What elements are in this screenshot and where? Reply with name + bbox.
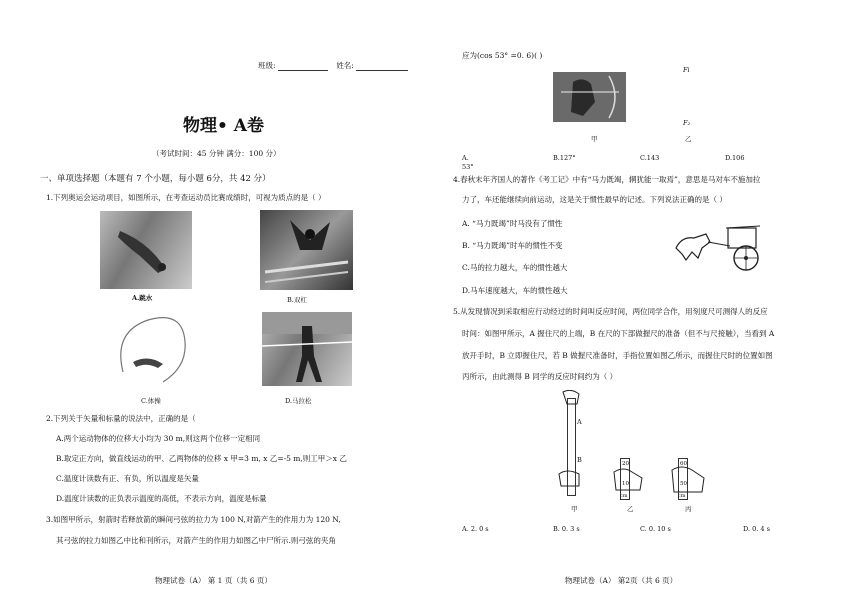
scale-60: 60 xyxy=(680,461,687,467)
ribbon-gymnast-icon xyxy=(103,312,190,388)
name-blank[interactable] xyxy=(356,62,408,71)
class-field xyxy=(258,60,408,71)
ruler-figure-jia xyxy=(553,390,593,500)
diving-photo xyxy=(100,211,192,289)
runner-finish-icon xyxy=(262,312,352,386)
question-5-line2: 时间：如图甲所示，A 握住尺的上端，B 在尺的下部做握尺的准备（但不与尺接触），当看到 A xyxy=(462,329,775,338)
q3-option-d[interactable]: D.106 xyxy=(725,154,745,162)
q5-option-b[interactable]: B. 0. 3 s xyxy=(553,525,580,533)
exam-info: （考试时间：45 分钟 满分：100 分） xyxy=(152,149,281,158)
question-3-line2: 其弓弦的拉力如图乙中比和刊所示，对箭产生的作用力如图乙中尸所示.则弓弦的夹角 xyxy=(56,536,336,545)
q4-option-d[interactable]: D.马车速度越大，车的惯性越大 xyxy=(462,286,568,295)
q2-option-a[interactable]: A.两个运动物体的位移大小均为 30 m,则这两个位移一定相同 xyxy=(56,434,261,443)
q1-option-a[interactable]: A.跳水 xyxy=(132,294,153,302)
archery-photo xyxy=(553,72,626,122)
marathon-photo xyxy=(262,312,352,386)
q2-option-b[interactable]: B.取定正方向，做直线运动的甲、乙两物体的位移 x 甲=3 m, x 乙=-5 m,则工甲＞x 乙 xyxy=(56,454,347,463)
question-5-line1: 5.从发现情况到采取相应行动经过的时间叫反应时间，两位同学合作，用刻度尺可测得人的反应 xyxy=(453,307,768,316)
q5-option-c[interactable]: C. 0. 10 s xyxy=(640,525,671,533)
q3-option-c[interactable]: C.143 xyxy=(640,154,660,162)
q4-option-c[interactable]: C.马的拉力越大，车的惯性越大 xyxy=(462,263,568,272)
class-label: 班级: xyxy=(258,61,276,70)
question-4-line2: 力了，车还能继续向前运动，这是关于惯性最早的记述。下列说法正确的是（ ） xyxy=(462,195,727,204)
question-3-line1: 3.如图甲所示，射箭时若释放箭的瞬间弓弦的拉力为 100 N,对箭产生的作用力为 120 N, xyxy=(46,515,341,524)
q2-option-c[interactable]: C.温度计读数有正、有负，所以温度是矢量 xyxy=(56,474,199,483)
class-blank[interactable] xyxy=(278,62,328,71)
q1-option-c[interactable]: C.体操 xyxy=(141,397,161,405)
gymnastics-photo xyxy=(103,312,190,388)
question-5-line3: 放开手时，B 立即握住尺，若 B 做握尺准备时，手指位置如图乙所示，而握住尺时的位置如图 xyxy=(462,351,773,360)
force-label-f1: Fi xyxy=(683,66,690,74)
ruler-figure-bing xyxy=(668,458,708,500)
q3-option-a-value: 53° xyxy=(462,163,474,171)
scale-20: 20 xyxy=(622,461,629,467)
ruler-figure-yi xyxy=(612,458,646,500)
question-5-line4: 丙所示，由此测得 B 同学的反应时间约为（ ） xyxy=(462,372,618,381)
horse-chariot-icon xyxy=(672,218,768,274)
archer-icon xyxy=(553,72,626,122)
question-4-line1: 4.春秋末年齐国人的著作《考工记》中有“马力既竭，辋犹能一取焉”，意思是马对车不施加拉 xyxy=(453,175,761,184)
scale-10: 10 xyxy=(622,481,629,487)
left-footer: 物理试卷（A） 第 1 页（共 6 页） xyxy=(155,576,272,585)
question-3-line3: 应为(cos 53° =0. 6)( ) xyxy=(462,51,543,60)
force-label-f2: F₂ xyxy=(683,119,691,127)
question-2: 2.下列关于矢量和标量的说法中，正确的是（ xyxy=(46,414,196,423)
unit-cm-yi: cm xyxy=(620,493,628,499)
hand-grip-icon xyxy=(668,458,708,500)
q4-option-a[interactable]: A. “马力既竭”时马没有了惯性 xyxy=(462,219,563,228)
figure-label-yi: 乙 xyxy=(685,135,692,143)
q2-option-d[interactable]: D.温度计读数的正负表示温度的高低，不表示方向，温度是标量 xyxy=(56,494,267,503)
hands-icon xyxy=(553,390,593,500)
right-footer: 物理试卷（A） 第2页（共 6 页） xyxy=(565,576,678,585)
hand-ready-icon xyxy=(612,458,646,500)
q5-option-d[interactable]: D. 0. 4 s xyxy=(743,525,770,533)
unit-cm-bing: cm xyxy=(678,493,686,499)
q4-option-b[interactable]: B. “马力既竭”时车的惯性不变 xyxy=(462,241,563,250)
parallel-bars-photo xyxy=(260,210,353,290)
fig2-label-jia: 甲 xyxy=(571,505,578,513)
q1-option-d[interactable]: D.马拉松 xyxy=(285,397,312,405)
figure-label-jia: 甲 xyxy=(591,135,598,143)
q3-option-b[interactable]: B.127° xyxy=(553,154,576,162)
q1-option-b[interactable]: B.双杠 xyxy=(287,296,307,304)
gymnast-bars-icon xyxy=(260,210,353,290)
question-1: 1.下列奥运会运动项目，如图所示，在考查运动员比赛成绩时，可视为质点的是（ ） xyxy=(46,193,326,202)
ruler-label-a: A xyxy=(577,418,582,426)
name-label: 姓名: xyxy=(336,61,354,70)
ruler-label-b: B xyxy=(577,456,582,464)
scale-50: 50 xyxy=(680,481,687,487)
q5-option-a[interactable]: A. 2. 0 s xyxy=(462,525,489,533)
section-heading: 一、单项选择题（本题有 7 个小题，每小题 6分，共 42 分） xyxy=(40,174,271,184)
fig2-label-bing: 丙 xyxy=(685,505,692,513)
page-title: 物理• A卷 xyxy=(183,116,264,136)
diver-silhouette-icon xyxy=(100,211,192,289)
fig2-label-yi: 乙 xyxy=(627,505,634,513)
q3-option-a[interactable]: A. xyxy=(462,154,469,162)
